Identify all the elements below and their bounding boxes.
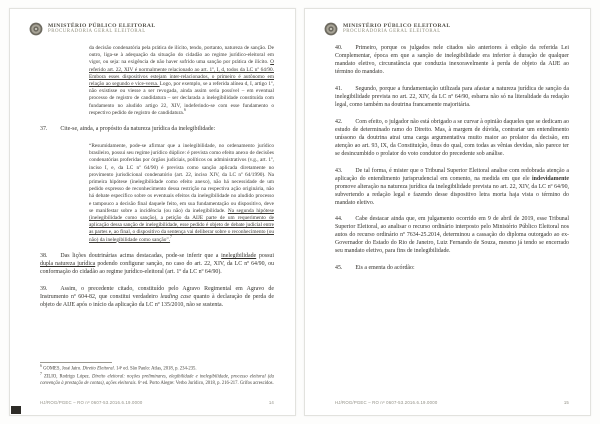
document-reference: HJ/ROG/PGEC – RO nº 0607-53.2016.6.19.0000 (335, 400, 438, 405)
paragraph-text: podendo configurar sanção, no caso do art. 22, XIV, da LC nº 64/90, ou conformação do cidadão ao regime jurídico-eleitoral (art. 1º da LC nº 64/90). (40, 260, 274, 275)
document-page-left (9, 8, 296, 416)
page-body-left (40, 45, 274, 310)
paragraph-number: 40. (335, 45, 343, 51)
paragraph-text: Assim, o precedente citado, constituído pelo Agravo Regimental em Agravo de Instrumento nº 604-82, que constitui verdadeiro (40, 285, 274, 300)
bold-term: indevidamente (532, 175, 569, 182)
mp-eleitoral-seal-icon (29, 22, 43, 36)
paragraph-text: Segundo, porque a fundamentação utilizada para afastar a natureza jurídica de sanção da inelegibilidade prevista no art. 22, XIV, da LC nº 64/90, esbarra não só na literalidade da redação legal, como também na doutrina francamente majoritária. (335, 85, 569, 108)
paragraph-39 (40, 286, 274, 310)
footnote-separator (40, 362, 112, 363)
paragraph-41 (335, 86, 569, 110)
paragraph-number: 42. (335, 118, 343, 125)
italic-term: leading case (160, 293, 191, 300)
quote-text: Logo, por exemplo, se a referida alínea d, I, artigo 1º, não existisse ou viesse a ser revogada, ainda assim seria possível – em eventual processo de registro de candidatura – ser declarada a inelegibilidade constituída com fundamento no aludido artigo 22, XIV, indeferindo-se com esse fundamento o respectivo pedido de registro de candidatura. (89, 81, 274, 116)
page-number: 15 (563, 400, 569, 405)
paragraph-44 (335, 216, 569, 256)
paragraph-number: 41. (335, 85, 343, 92)
underlined-term: dupla natureza jurídica (40, 260, 96, 267)
footnote-number: 6 (40, 363, 42, 368)
document-page-right (304, 8, 591, 416)
quote-continuation (89, 45, 274, 117)
paragraph-text: Das lições doutrinárias acima destacadas, pode-se inferir que a (60, 252, 222, 259)
footnote-ref-7: 7 (170, 234, 172, 239)
footnote-text: ZILIO, Rodrigo López. (41, 374, 92, 380)
paragraph-number: 37. (40, 126, 48, 133)
paragraph-text: possui (256, 252, 275, 259)
paragraph-text: Cabe destacar ainda que, em julgamento ocorrido em 9 de abril de 2019, esse Tribunal Superior Eleitoral, ao analisar o recurso ordinário interposto pelo Ministério Público Eleitoral nos autos do recurso ordinário nº 7634-25.2014, determinou a cassação do diploma outorgado ao ex-Governador do Estado do Rio de Janeiro, Luiz Fernando de Souza, mesmo já tendo se encerrado seu mandato eletivo, para fins de inelegibilidade. (335, 216, 569, 255)
letterhead (324, 22, 590, 36)
paragraph-number: 43. (335, 167, 343, 174)
underlined-term: inelegibilidade (221, 252, 257, 259)
paragraph-43 (335, 168, 569, 208)
footnote-ref-6: 6 (184, 108, 186, 113)
paragraph-number: 44. (335, 216, 343, 223)
page-footer-left (40, 400, 274, 405)
org-subname: PROCURADORIA GERAL ELEITORAL (48, 29, 146, 35)
page-number: 14 (268, 400, 274, 405)
page-corner-mark (11, 406, 21, 414)
footnote-text: 14ª ed. São Paulo: Atlas, 2018, p. 234-235. (114, 366, 197, 372)
paragraph-45 (335, 265, 569, 273)
paragraph-text: quanto à declaração de perda de objeto de AIJE após o início da aplicação da LC nº 135/2010, não se sustenta. (40, 293, 274, 308)
footnote-text: 6ª ed. Porto Alegre: Verbo Jurídico, 2018, p. 216-217. Grifos acrescidos. (136, 381, 274, 387)
page-footer-right (335, 400, 569, 405)
footnote-title-italic: Direito eleitoral: noções preliminares, elegibilidade e inelegibilidade, processo eleitoral (da convenção à prestação de contas), ações eleitorais. (40, 374, 274, 387)
footnote-number: 7 (40, 372, 42, 377)
document-reference: HJ/ROG/PGEC – RO nº 0607-53.2016.6.19.0000 (40, 400, 143, 405)
paragraph-38 (40, 253, 274, 277)
page-body-right (335, 45, 569, 273)
paragraph-text: promove alteração na natureza jurídica da inelegibilidade prevista no art. 22, XIV, da LC nº 64/90, subvertendo a redação legal e fazendo desse dispositivo letra morta haja vista o término do mandato eletivo. (335, 183, 569, 206)
paragraph-text: Cite-se, ainda, a propósito da natureza jurídica da inelegibilidade: (60, 126, 216, 133)
quote-underlined-text: Na segunda hipótese (inelegibilidade como sanção), a petição da AIJE parte de um requerimento de aplicação dessa sanção de inelegibilidade, esse pedido é objeto de debate judicial entre as partes e, ao final, o dispositivo da sentença vai deliberar sobre o reconhecimento (ou não) da inelegibilidade como sanção”. (89, 207, 275, 243)
footnote-text: GOMES, José Jairo. (41, 366, 83, 372)
paragraph-42 (335, 119, 569, 159)
paragraph-40 (335, 45, 569, 77)
paragraph-text: Primeiro, porque os julgados nele citados são anteriores à edição da referida Lei Complementar, época em que a sanção de inelegibilidade era inferior à duração de qualquer mandato eletivo, circunstância que conduzia inexoravelmente à perda de objeto da AIJE ao término do mandato. (335, 45, 569, 75)
paragraph-37 (40, 126, 274, 134)
paragraph-number: 39. (40, 285, 48, 292)
org-subname: PROCURADORIA GERAL ELEITORAL (343, 29, 441, 35)
footnote-title-italic: Direito Eleitoral. (82, 366, 115, 372)
paragraph-text: Com efeito, o julgador não está obrigado a se curvar à opinião daqueles que se dedicam ao estudo de determinado ramo do Direito. Mas, à margem de dúvida, contrariar um entendimento uníssono da doutrina atrai uma carga argumentativa muito maior ao prolator da decisão, em atenção ao art. 93, IX, da Constituição, ônus do qual, com todas as vênias devidas, não parece ter se desincumbido o prolator do voto condutor do precedente sob análise. (335, 118, 569, 157)
letterhead (29, 22, 295, 36)
footnote-7 (40, 374, 274, 387)
quote-underlined-text: O referido art. 22, XIV é normalmente relacionado ao art. 1º, I, d, todos da LC nº 64/90. Embora esses dispositivos estejam inter-relacionados, o primeiro é autônomo em relação ao segundo e vice-versa. (89, 59, 274, 88)
footnotes (40, 362, 274, 389)
mp-eleitoral-seal-icon (324, 22, 338, 36)
paragraph-text: De tal forma, é mister que o Tribunal Superior Eleitoral analise com redobrada atenção a aplicação do entendimento jurisprudencial em comento, na medida em que ele (335, 167, 569, 182)
paragraph-number: 45. (335, 265, 343, 272)
quote-text: “Resumidamente, pode-se afirmar que a inelegibilidade, no ordenamento jurídico brasileiro, possui seu regime jurídico dúplice: é prevista como efeito anexo de decisões condenatórias proferidas por órgãos judiciais, políticos ou administrativos (v.g., art. 1º, inciso I, e, da LC nº 64/90) é prevista como sanção aplicada diretamente no provimento jurisdicional condenatório (art. 22, inciso XIV, da LC nº 64/1990). Na primeira hipótese (inelegibilidade como efeito anexo), não há necessidade de um pedido expresso de reconhecimento dessa restrição na respectiva ação originária, não há debate específico sobre os eventuais efeitos da inelegibilidade no aludido processo e tampouco a decisão final daquele feito, em sua fundamentação ou dispositivo, deve se manifestar sobre a incidência (ou não) da inelegibilidade. (89, 143, 274, 214)
paragraph-text: Eis a ementa do acórdão: (355, 265, 415, 272)
quote-text: da decisão condenatória pela prática de ilícito, tendo, portanto, natureza de sanção. De outro, liga-se à adequação da situação do cidadão ao regime jurídico-eleitoral em vigor, ou seja: na exigência de não haver sofrido uma sanção por prática de ilícito. (89, 45, 274, 66)
org-name: MINISTÉRIO PÚBLICO ELEITORAL (48, 22, 156, 29)
org-name: MINISTÉRIO PÚBLICO ELEITORAL (343, 22, 451, 29)
quote-doctrine (89, 143, 274, 244)
paragraph-number: 38. (40, 252, 48, 259)
footnote-6 (40, 363, 274, 373)
